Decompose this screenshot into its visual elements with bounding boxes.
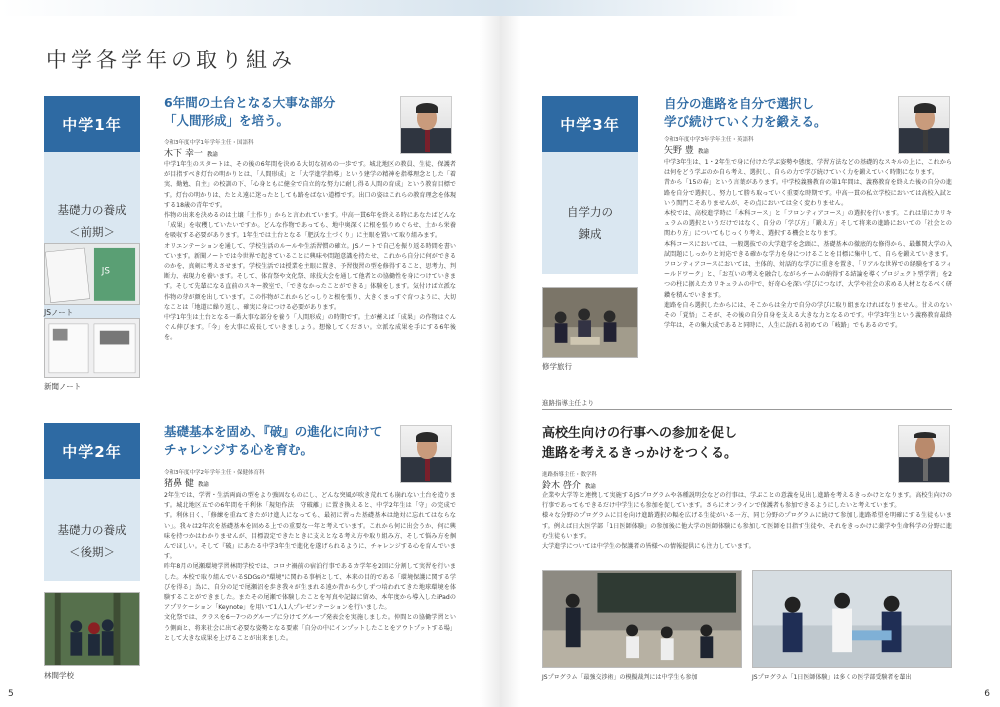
school-trip-photo <box>542 287 638 358</box>
grade1-sub-line2: ＜前期＞ <box>69 225 115 239</box>
grade2-panel <box>44 423 140 581</box>
page-number-left: 5 <box>8 689 14 699</box>
top-band-right <box>500 0 1000 16</box>
grade3-teacher <box>664 143 709 156</box>
grade2-role: 令和3年度中学2年学年主任・保健体育科 <box>164 470 265 476</box>
page-title: 中学各学年の取り組み <box>46 48 296 72</box>
career-divider <box>542 409 952 410</box>
career-section-label: 進路指導主任より <box>542 399 594 407</box>
grade1-teacher-name: 木下 幸一 <box>164 149 203 159</box>
career-role: 進路指導主任・数学科 <box>542 472 598 478</box>
negotiation-program-caption: JSプログラム「最強交渉術」の模擬裁判には中学生も参加 <box>542 674 698 681</box>
career-teacher-portrait <box>898 425 950 483</box>
grade2-headline-line2: チャレンジする心を育む。 <box>164 442 314 457</box>
grade1-teacher <box>164 146 218 159</box>
grade2-label: 中学2年 <box>44 423 140 479</box>
grade3-teacher-suffix: 教諭 <box>697 149 709 155</box>
grade1-body: 中学1年生のスタートは、その後の6年間を決める大切な初めの一歩です。城北地区の教員、生徒、保護者が目指すべき灯台の明かりとは、「人間形成」と「大学進学指導」という建学の精神を指導理念とした「着実、勤勉、自主」の校訓の下、「心身ともに健全で自立的な努力に耐し得る人間の育成」という教育目標です。灯台の明かりは、たとえ遠に迷ったとしても路をばない道標です。出口の姿はこれらの教育理念を体現する18歳の青年です。 作物の出来を決めるのは土壌「土作り」からと言われています。中高一貫6年を終える時にあなたばどんな「成果」を収穫していたいですか。どんな作物であっても、地中奥深くに根を張りめぐらせ、土から栄養を吸収する必要があります。1年生では土台となる「肥沃な土づくり」に主眼を置いて取り組みます。 オリエンテーションを通して、学校生活のルールや生活習慣の確立。JSノートで自己を振り返る時間を書いています。新聞ノートでは今世界で起きていることに興味や問題意識を持たせ、これから自分に何ができるのかを、真剣に考えさせます。学校生活では授業を主眼に置き、予習復習の型を修得すること、思考力、判断力、表現力を養います。そして、体育祭や文化祭、球技大会を通して他者との協働性を身につけていきます。そして先輩になる直前のスキー教室で、「できなかったことができる」体験をします。気付けば立派な作物の芽が顔を出しています。この作物がこれからどっしりと根を張り、大きくまっすぐ育つように、大切なことは「地道に繰り返し、確実に身につける必要があります。 中学1年生は土台となる一番大事な部分を養う「人間形成」の時期です。土が蓄えば「成果」の作物はぐんぐん伸びます。「今」を大事に成長していきましょう。想像してください。立派な成果を手にする6年後を。 <box>164 161 456 342</box>
grade1-headline-line1: 6年間の土台となる大事な部分 <box>164 95 336 110</box>
career-headline-line1: 高校生向けの行事への参加を促し <box>542 426 738 441</box>
grade2-sub-line1: 基礎力の養成 <box>57 523 127 537</box>
grade1-role: 令和3年度中学1年学年主任・国語科 <box>164 140 254 146</box>
grade1-headline-line2: 「人間形成」を培う。 <box>164 113 290 128</box>
newspaper-note-caption: 新聞ノート <box>44 382 82 391</box>
career-headline <box>542 424 737 464</box>
grade1-headline <box>164 94 335 130</box>
career-headline-line2: 進路を考えるきっかけをつくる。 <box>542 446 738 461</box>
js-note-caption: JSノート <box>44 308 74 317</box>
grade1-teacher-portrait <box>400 96 452 154</box>
camp-caption: 林間学校 <box>44 671 74 680</box>
grade2-body: 2年生では、学習・生活両面の型をより強固なものにし、どんな突風が吹き荒れても崩れない土台を造ります。城北地区五での6年間を千利休「規矩作法 守破離」に置き換えると、中学2年生は「守」の完成です。利休日く、「修練を重ねてきたがけ進人になっても、最初に習った基礎基本は絶対に忘れてはならない」。我々は2年次を基礎基本を固める上での重要な一年と考えています。これから何に出会うか、何に興味を持つかはわかりませんが、目標設定できたときに支えとなる考え方や取り組み方、そして悩み方を掴んでほしい。そして『破』にあたる中学3年生で進化を遂げられるように、チャレンジする心を育んでいます。 昨年8月の尾瀬環境学習林間学校では、コロナ禍前の宿泊行事であるカ学年を2回に分割して実習を行いました。本校で取り組んでいるSDGsの"環境"に関わる事柄として、本来の目的である「環境保護に関する学びを得る」為に、自分の足で尾瀬沼を歩き我々が生まれる遠か昔から少しずつ培われてきた地球環境を体験することができました。またその尾瀬で体験したことを写真や記録に留め、本年度から導入したiPadのアプリケーション「Keynote」を用いて1人1人プレゼンテーションを行いました。 文化祭では、クラスを6〜7つのグループに分けてグループ発表会を実施しました。仲間との協働学習という側面と、将来社会に出て必要な姿勢となる要素「自分の中にインプットしたことをアウトプットする場」として大きな成果を上げることが出来ました。 <box>164 492 456 642</box>
page-number-right: 6 <box>984 689 990 699</box>
grade3-body: 中学3年生は、1・2年生で身に付けた学ぶ姿勢や態度、学習方法などの基礎的なスキルの上に、これからは何をどう学ぶのか自ら考え、選択し、自らの力で学び続けていく力を鍛えていく時期になります。 昔から「15の春」という言葉があります。中学校義務教育の第1年間は、義務教育を終えた後の自分の進路を自分で選択し、努力して勝ち取っていく重要な時期です。中高一貫の私立学校においては高校入試という関門こそありませんが、その点においては全く変わりません。 本校では、高校進学時に「本科コース」と「フロンティアコース」の選択を行います。これは単にカリキュラムの選択というだけではなく、自分の「学び方」「鍛え方」そして将来の進路においての「社会との関わり方」についてもじっくり考え、選択する機会となります。 本科コースにおいては、一般選抜での大学進学を念頭に、基礎基本の徹底的な修得から、最難関大学の入試問題にしっかりと対応できる確かな学力を身につけることを目標に集中して、自らを鍛えていきます。フロンティアコースにおいては、主体的、対話的な学びに重きを置き、「リアルな世界での経験をするフィールドワーク」と、「お互いの考えを融合しながらチームの納得する結論を導くプロジェクト型学習」を2つの柱に据えたカリキュラムの中で、好奇心を深い学びにつなげ、大学や社会の求める人材となるべく研鑽を積んでいきます。 進路を自ら選択したからには、そこからは全力で自分の学びに取り組まなければなりません。甘えのないその「覚悟」こそが、その後の自分自身を支える大きな力となるのです。中学3年生という義務教育最終学年は、その集大成であると同時に、人生に訪れる初めての「岐路」でもあるのです。 <box>664 159 952 330</box>
grade1-teacher-suffix: 教諭 <box>206 152 218 158</box>
grade3-headline-line2: 学び続けていく力を鍛える。 <box>664 114 827 129</box>
doctor-experience-caption: JSプログラム「1日医師体験」は多くの医学部受験者を輩出 <box>752 674 912 681</box>
grade1-label: 中学1年 <box>44 96 140 152</box>
grade3-sub-line1: 自学力の <box>567 205 613 219</box>
grade3-panel <box>542 96 638 274</box>
career-teacher-name: 鈴木 啓介 <box>542 481 581 491</box>
school-trip-caption: 修学旅行 <box>542 362 572 371</box>
grade3-sub-line2: 錬成 <box>578 227 602 241</box>
career-teacher <box>542 478 596 491</box>
right-page <box>500 0 1000 707</box>
grade3-teacher-name: 矢野 豊 <box>664 146 694 156</box>
grade3-headline <box>664 95 827 131</box>
grade3-headline-line1: 自分の進路を自分で選択し <box>664 96 815 111</box>
grade3-role: 令和3年度中学3年学年主任・英語科 <box>664 137 754 143</box>
camp-photo <box>44 592 140 666</box>
grade2-headline-line1: 基礎基本を固め、『破』の進化に向けて <box>164 424 383 439</box>
career-teacher-suffix: 教諭 <box>584 484 596 490</box>
js-note-photo <box>44 243 140 305</box>
grade2-teacher-portrait <box>400 425 452 483</box>
doctor-experience-photo <box>752 570 952 668</box>
grade2-sub-line2: ＜後期＞ <box>69 545 115 559</box>
negotiation-program-photo <box>542 570 742 668</box>
grade2-headline <box>164 423 382 459</box>
grade2-teacher <box>164 476 209 489</box>
grade2-teacher-name: 猪鼻 健 <box>164 479 194 489</box>
grade2-teacher-suffix: 教諭 <box>197 482 209 488</box>
grade1-sub-line1: 基礎力の養成 <box>57 203 127 217</box>
grade3-teacher-portrait <box>898 96 950 154</box>
grade3-label: 中学3年 <box>542 96 638 152</box>
top-band <box>0 0 500 16</box>
career-body: 企業や大学等と連携して実施するJSプログラムや各種説明会などの行事は、学ぶことの意義を見出し進路を考えるきっかけとなります。高校生向けの行事であってもできるだけ中学生にも参加を促しています。さらにオンラインで保護者も参加できるようにしたいと考えています。 様々な分野のプログラムに目を向け進路選択の幅を広げる生徒がいる一方、同じ分野のプログラムに続けて参加し進路希望を明確にする生徒もいます。例えば日大医学部「1日医師体験」の参加後に他大学の医師体験にも参加して医師を目指す生徒や、それをきっかけに薬学や生命科学の分野に進む生徒もいます。 大学進学については中学生の保護者の皆様への情報提供にも注力しています。 <box>542 492 952 551</box>
newspaper-note-photo <box>44 318 140 378</box>
svg-text:JS: JS <box>101 266 110 277</box>
